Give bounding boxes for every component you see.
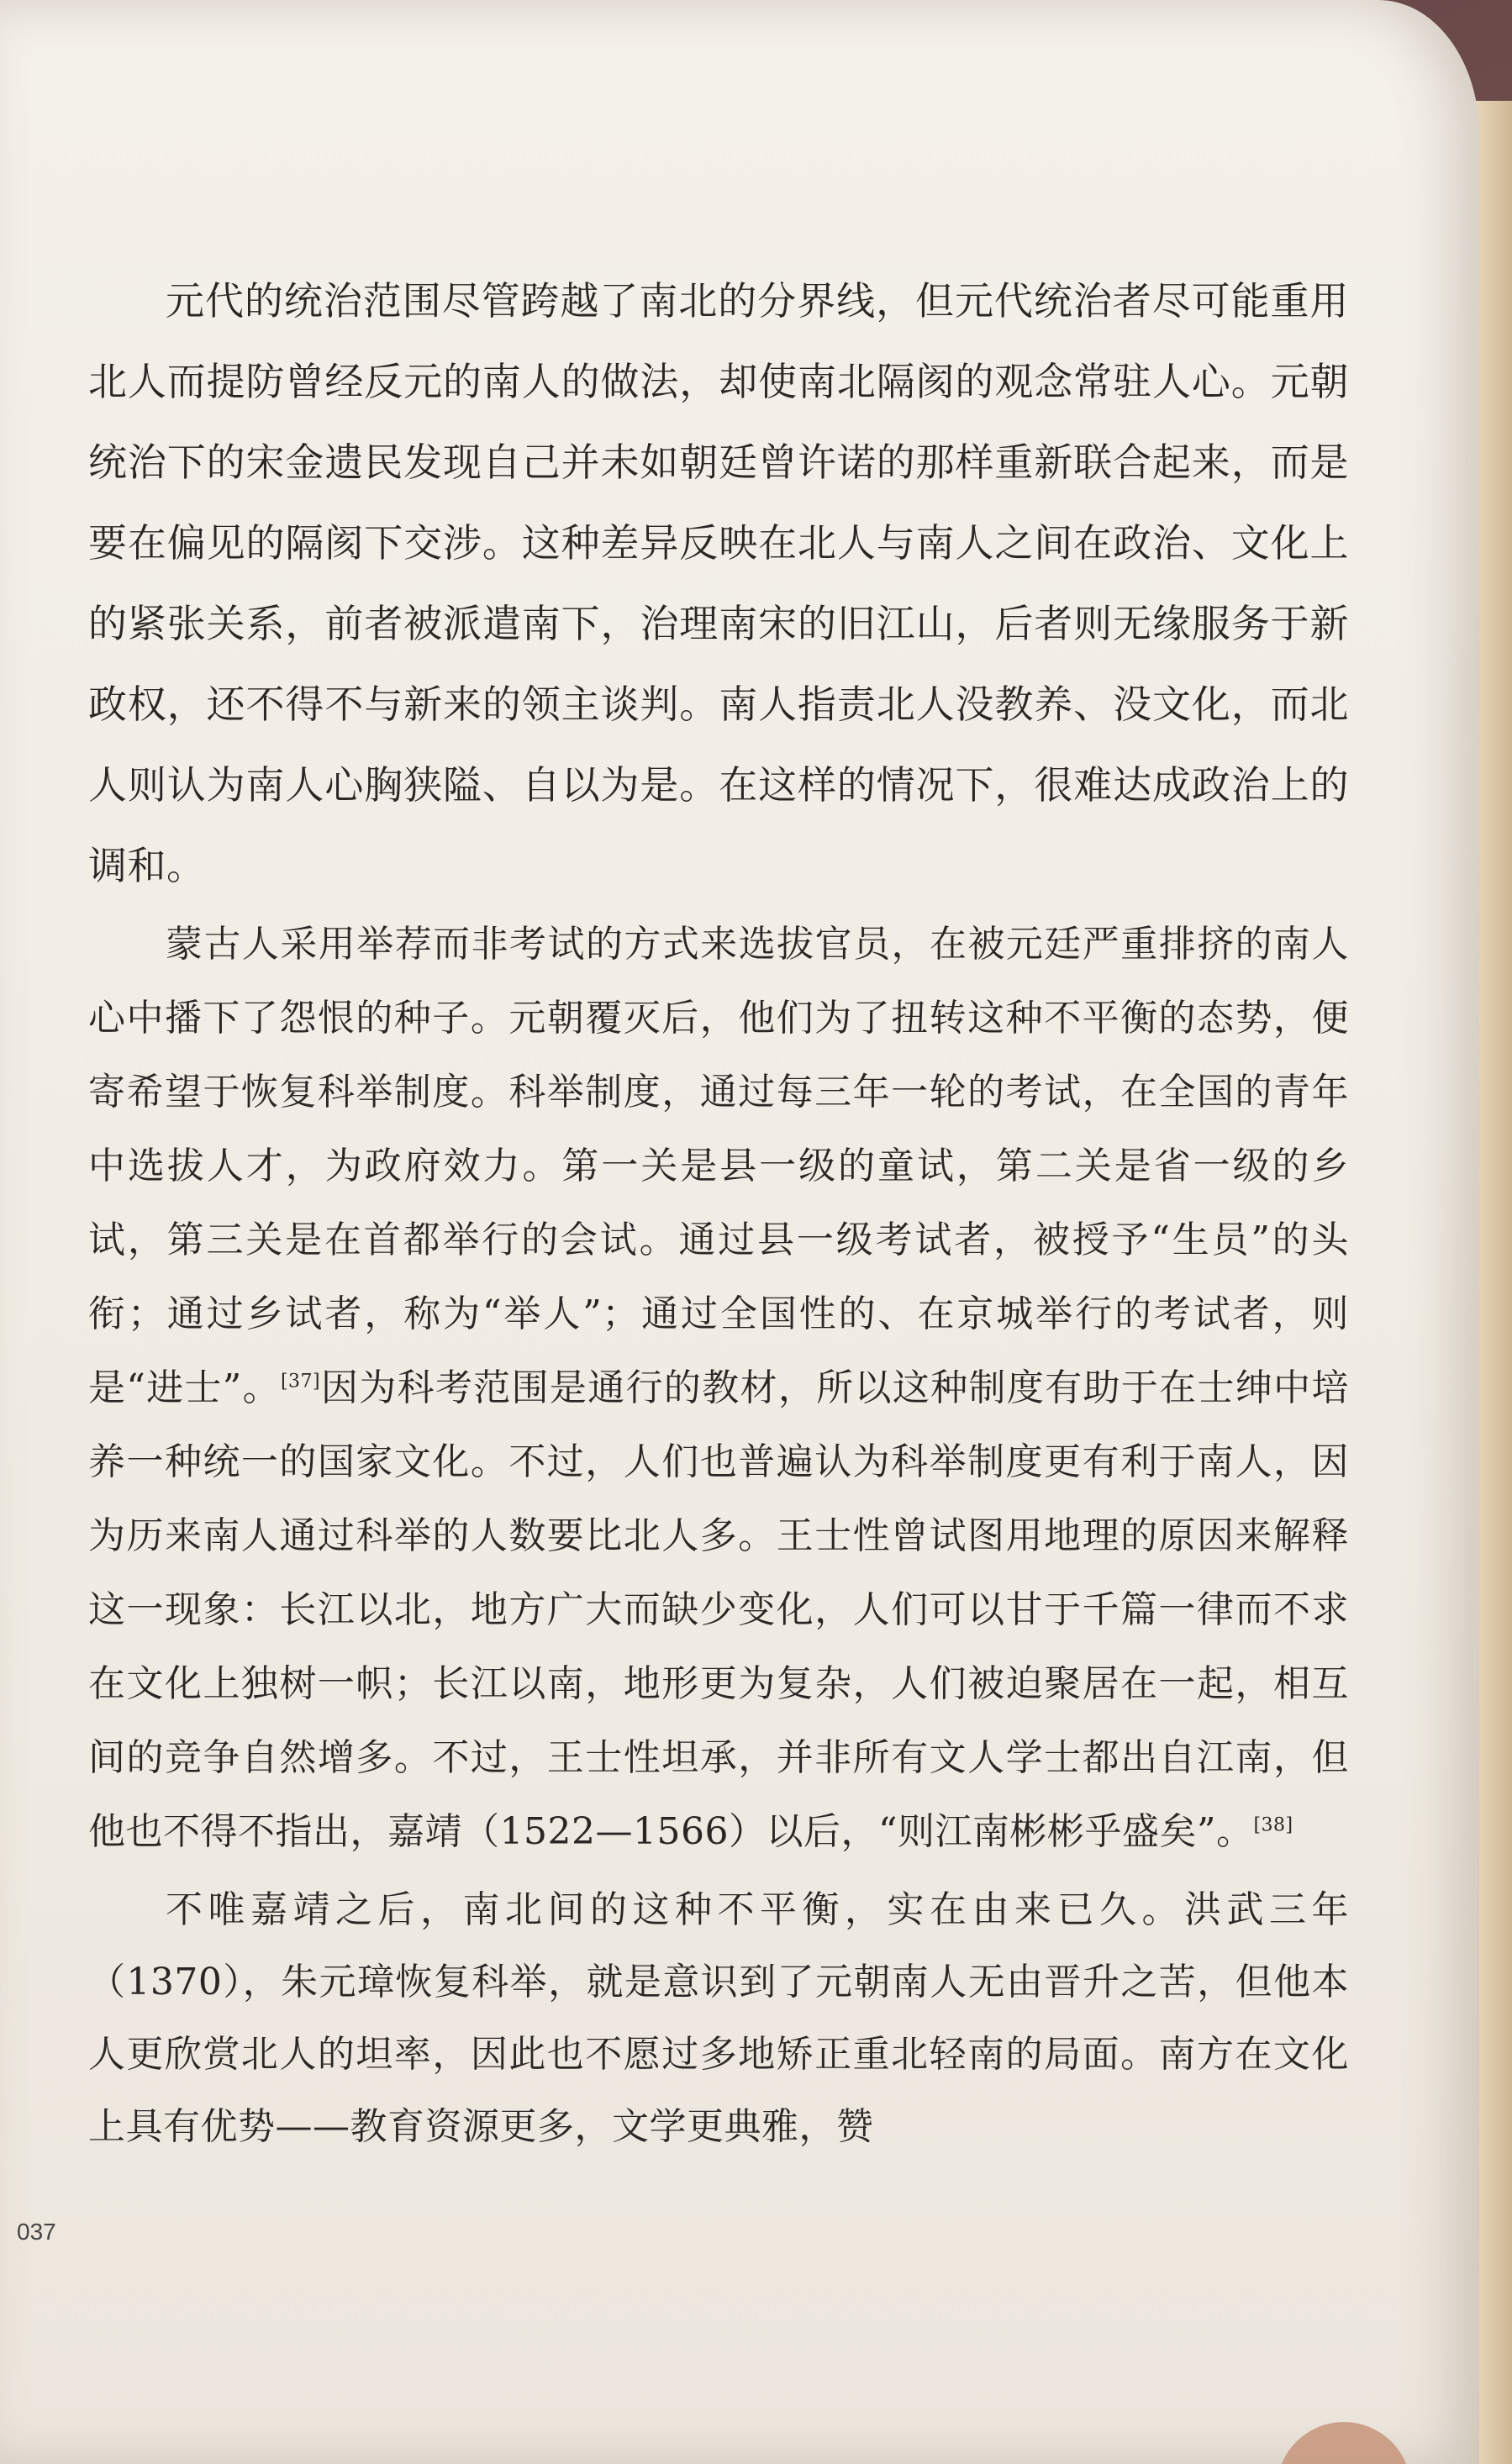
body-text	[88, 261, 1349, 2163]
paragraph-1-text: 元代的统治范围尽管跨越了南北的分界线，但元代统治者尽可能重用北人而提防曾经反元的南人的做法，却使南北隔阂的观念常驻人心。元朝统治下的宋金遗民发现自己并未如朝廷曾许诺的那样重新联合起来，而是要在偏见的隔阂下交涉。这种差异反映在北人与南人之间在政治、文化上的紧张关系，前者被派遣南下，治理南宋的旧江山，后者则无缘服务于新政权，还不得不与新来的领主谈判。南人指责北人没教养、没文化，而北人则认为南人心胸狭隘、自以为是。在这样的情况下，很难达成政治上的调和。	[88, 278, 1349, 888]
paragraph-3	[88, 1874, 1349, 2163]
paragraph-1	[88, 261, 1349, 906]
footnote-ref-38: [38]	[1253, 1814, 1293, 1836]
footnote-ref-37: [37]	[280, 1371, 321, 1393]
paragraph-2-text-b: 因为科考范围是通行的教材，所以这种制度有助于在士绅中培养一种统一的国家文化。不过，人们也普遍认为科举制度更有利于南人，因为历来南人通过科举的人数要比北人多。王士性曾试图用地理的原因来解释这一现象：长江以北，地方广大而缺少变化，人们可以甘于千篇一律而不求在文化上独树一帜；长江以南，地形更为复杂，人们被迫聚居在一起，相互间的竞争自然增多。不过，王士性坦承，并非所有文人学士都出自江南，但他也不得不指出，嘉靖（1522—1566）以后，“则江南彬彬乎盛矣”。	[88, 1366, 1349, 1853]
paragraph-3-text: 不唯嘉靖之后，南北间的这种不平衡，实在由来已久。洪武三年（1370），朱元璋恢复科举，就是意识到了元朝南人无由晋升之苦，但他本人更欣赏北人的坦率，因此也不愿过多地矫正重北轻南的局面。南方在文化上具有优势——教育资源更多，文学更典雅，赞	[88, 1888, 1349, 2148]
paragraph-2-text-a: 蒙古人采用举荐而非考试的方式来选拔官员，在被元廷严重排挤的南人心中播下了怨恨的种子。元朝覆灭后，他们为了扭转这种不平衡的态势，便寄希望于恢复科举制度。科举制度，通过每三年一轮的考试，在全国的青年中选拔人才，为政府效力。第一关是县一级的童试，第二关是省一级的乡试，第三关是在首都举行的会试。通过县一级考试者，被授予“生员”的头衔；通过乡试者，称为“举人”；通过全国性的、在京城举行的考试者，则是“进士”。	[88, 923, 1349, 1409]
paragraph-2	[88, 908, 1349, 1869]
page-number: 037	[17, 2219, 56, 2245]
